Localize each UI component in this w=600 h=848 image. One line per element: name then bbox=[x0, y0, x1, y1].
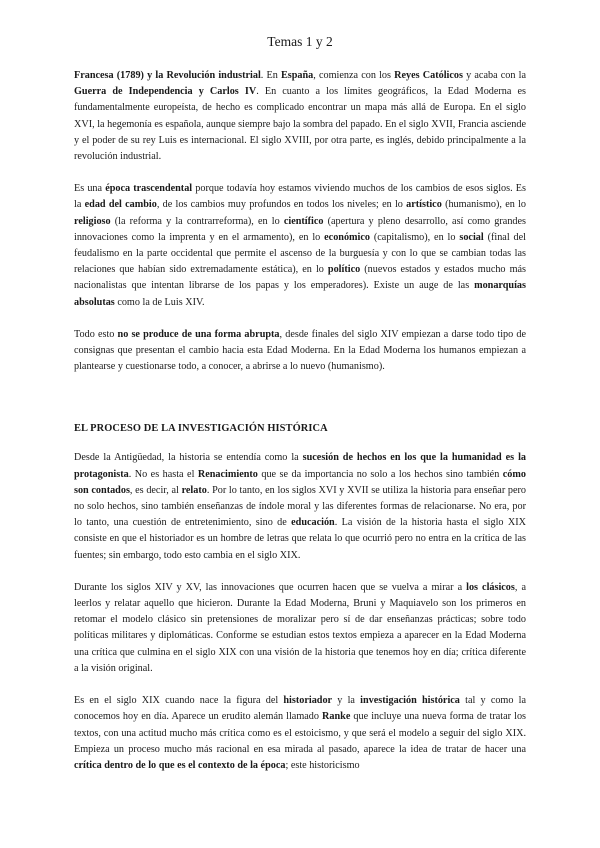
bold-text: relato bbox=[181, 484, 207, 496]
bold-text: los clásicos bbox=[466, 581, 515, 593]
bold-text: no se produce de una forma abrupta bbox=[117, 328, 280, 340]
paragraph bbox=[74, 450, 526, 563]
paragraph bbox=[74, 693, 526, 774]
bold-text: España bbox=[281, 70, 314, 81]
text-run: . No es hasta el bbox=[128, 468, 198, 480]
text-run: , comienza con los bbox=[313, 70, 395, 81]
text-run: (la reforma y la contrarreforma), en lo bbox=[110, 215, 284, 227]
page-header: Temas 1 y 2 bbox=[267, 34, 333, 49]
bold-text: artístico bbox=[406, 199, 442, 211]
text-run: ; este historicismo bbox=[285, 759, 360, 771]
text-run: Es una bbox=[74, 183, 106, 195]
text-run: Todo esto bbox=[74, 328, 118, 340]
blank-space bbox=[74, 407, 526, 423]
text-run: , es decir, al bbox=[129, 484, 182, 496]
text-run: porque todavía hoy estamos viviendo muchos de los cambios de esos siglos. Es la bbox=[74, 183, 526, 211]
text-run: (nuevos estados y estados mucho más nacionalistas que intentan librarse de los papas y los emperadores). Existe un auge de las bbox=[74, 264, 526, 292]
text-run: . En cuanto a los límites geográficos, la Edad Moderna es fundamentalmente europeísta, de hecho es complicado encontrar un mapa más allá de Europa. En el siglo XVI, la hegemonía es española, aunque siempre bajo la sombra del papado. En el siglo XVII, Francia asciende y el poder de su rey Luis es internacional. El siglo XVIII, por otra parte, es inglés, debido principalmente a la revolución industrial. bbox=[74, 86, 526, 163]
bold-text: historiador bbox=[283, 695, 333, 707]
bold-text: sucesión de hechos en los que la humanidad es la protagonista bbox=[74, 452, 527, 480]
text-run: Desde la Antigüedad, la historia se entendía como la bbox=[74, 452, 303, 464]
text-run: . Por lo tanto, en los siglos XVI y XVII se utiliza la historia para enseñar pero no solo hechos, sino también enseñanzas de índole moral y las diferentes formas de relacionarse. No era, por lo tanto, una cuestión de entretenimiento, sino de bbox=[74, 484, 526, 529]
bold-text: cómo son contados bbox=[74, 468, 526, 496]
text-run: y la bbox=[332, 695, 361, 707]
bold-text: época trascendental bbox=[105, 183, 193, 195]
blank-space bbox=[74, 391, 526, 407]
bold-text: edad del cambio bbox=[84, 199, 157, 211]
text-run: que incluye una nueva forma de tratar los textos, con una actitud mucho más crítica como es el estoicismo, y que será el modelo a seguir del siglo XIX. Empieza un proceso mucho más racional en esa mirada al pasado, aparece la idea de tratar de hacer una bbox=[74, 711, 527, 755]
bold-text: religioso bbox=[74, 215, 111, 227]
text-run: . En bbox=[260, 70, 281, 81]
bold-text: educación bbox=[291, 517, 335, 529]
paragraph bbox=[74, 181, 526, 311]
text-run: (apertura y pleno desarrollo, así como grandes innovaciones como la imprenta y en el armamento), en lo bbox=[74, 215, 526, 243]
text-run: . La visión de la historia hasta el siglo XIX consiste en que el historiador es un hombre de letras que relata lo que ocurrió pero no entra en la crítica de las fuentes; sin embargo, todo esto cambia en el siglo XIX. bbox=[74, 517, 526, 561]
text-run: que se da importancia no solo a los hechos sino también bbox=[257, 468, 503, 480]
paragraph bbox=[74, 327, 526, 376]
bold-text: Francesa (1789) y la Revolución industrial bbox=[74, 70, 261, 81]
text-run: (final del feudalismo en la parte occidental que permite el ascenso de la burguesía y con lo que se cambian todas las relaciones que habían sido extremadamente estática), en lo bbox=[74, 231, 526, 276]
bold-text: Guerra de Independencia y Carlos IV bbox=[74, 86, 257, 98]
bold-text: político bbox=[327, 264, 361, 276]
text-run: Durante los siglos XIV y XV, las innovaciones que ocurren hacen que se vuelva a mirar a bbox=[74, 581, 467, 593]
text-run: , a leerlos y relatar aquello que hicieron. Durante la Edad Moderna, Bruni y Maquiavelo son los primeros en retomar el modelo clásico sin pretensiones de moralizar pero sí de dar enseñanzas prácticas; sobre todo políticas militares y diplomáticas. Conforme se estudian estos textos empieza a aparecer en la Edad Moderna una crítica que culmina en el siglo XIX con una visión de la historia que tenemos hoy en día; crítica diferente a la visión original. bbox=[74, 581, 526, 674]
text-run: Es en el siglo XIX cuando nace la figura del bbox=[74, 695, 284, 707]
bold-text: económico bbox=[324, 231, 370, 243]
paragraph bbox=[74, 580, 526, 677]
bold-text: Reyes Católicos bbox=[394, 70, 463, 81]
bold-text: monarquías absolutas bbox=[74, 280, 526, 308]
section-heading: EL PROCESO DE LA INVESTIGACIÓN HISTÓRICA bbox=[74, 423, 328, 435]
bold-text: social bbox=[459, 231, 484, 243]
bold-text: investigación histórica bbox=[360, 695, 460, 707]
text-run: como la de Luis XIV. bbox=[114, 296, 205, 308]
bold-text: científico bbox=[283, 215, 324, 227]
text-run: y acaba con la bbox=[462, 70, 526, 81]
text-run: , desde finales del siglo XIV empiezan a darse todo tipo de consignas que presentan el cambio hacia esta Edad Moderna. En la Edad Moderna los humanos empiezan a plantearse y cuestionarse todo, a conocer, a abrirse a lo nuevo (humanismo). bbox=[74, 328, 527, 373]
bold-text: Renacimiento bbox=[197, 468, 258, 480]
text-run: (humanismo), en lo bbox=[441, 199, 527, 211]
bold-text: crítica dentro de lo que es el contexto de la época bbox=[74, 759, 286, 771]
text-run: (capitalismo), en lo bbox=[370, 231, 460, 243]
text-run: tal y como la conocemos hoy en día. Aparece un erudito alemán llamado bbox=[74, 695, 527, 723]
bold-text: Ranke bbox=[322, 711, 351, 723]
text-run: , de los cambios muy profundos en todos los niveles; en lo bbox=[156, 199, 407, 211]
paragraph bbox=[74, 68, 526, 165]
